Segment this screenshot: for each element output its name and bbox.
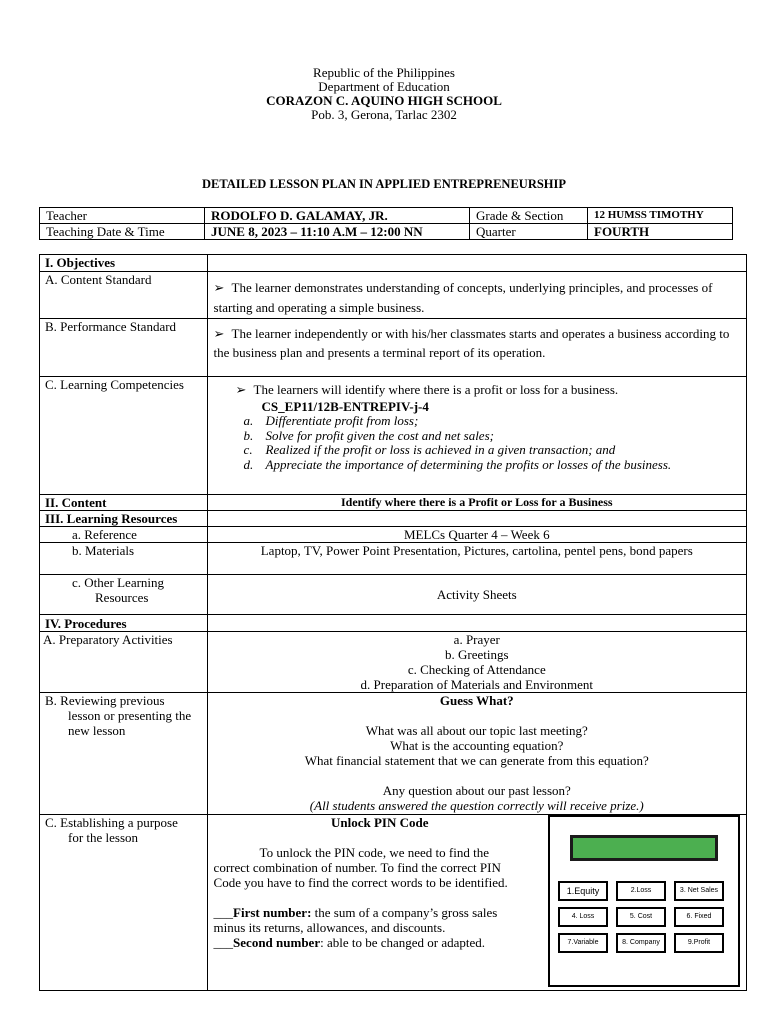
date-label: Teaching Date & Time xyxy=(40,224,205,240)
republic-line: Republic of the Philippines xyxy=(313,65,455,80)
pin-key: 5. Cost xyxy=(616,907,666,927)
grade-label: Grade & Section xyxy=(470,208,588,224)
other-resources-label: c. Other Learning Resources xyxy=(40,575,208,615)
pin-key: 9.Profit xyxy=(674,933,724,953)
review-question-1: What was all about our topic last meeting? xyxy=(365,723,588,738)
info-table xyxy=(39,207,733,240)
review-title: Guess What? xyxy=(439,693,514,708)
review-note: (All students answered the question correctly will receive prize.) xyxy=(309,798,644,813)
other-resources-value: Activity Sheets xyxy=(207,575,746,615)
preparatory-item: a. Prayer xyxy=(453,632,500,647)
purpose-title: Unlock PIN Code xyxy=(331,815,429,830)
second-number-clue: ___Second number: able to be changed or adapted. xyxy=(213,935,486,950)
competencies-label: C. Learning Competencies xyxy=(40,377,208,495)
competency-item: c. Realized if the profit or loss is achieved in a given transaction; and xyxy=(243,442,616,457)
competency-code: CS_EP11/12B-ENTREPIV-j-4 xyxy=(261,399,429,414)
grade-value: 12 HUMSS TIMOTHY xyxy=(588,208,733,224)
pin-display xyxy=(570,835,718,861)
competency-list xyxy=(214,414,740,472)
reviewing-label: B. Reviewing previous lesson or presenting the new lesson xyxy=(40,693,208,815)
purpose-text: To unlock the PIN code, we need to find the correct combination of number. To find the correct PIN Code you have to find the correct words to be identified. xyxy=(213,845,508,890)
pin-key: 2.Loss xyxy=(616,881,666,901)
content-text: Identify where there is a Profit or Loss for a Business xyxy=(207,495,746,511)
competency-item: a. Differentiate profit from loss; xyxy=(243,413,419,428)
resources-heading: III. Learning Resources xyxy=(40,511,208,527)
department-line: Department of Education xyxy=(318,79,450,94)
materials-value: Laptop, TV, Power Point Presentation, Pictures, cartolina, pentel pens, bond papers xyxy=(207,543,746,575)
arrow-bullet-icon: ➢ xyxy=(235,382,247,397)
preparatory-list xyxy=(207,632,746,693)
performance-standard-label: B. Performance Standard xyxy=(40,319,208,377)
pin-key: 6. Fixed xyxy=(674,907,724,927)
review-question-2: What is the accounting equation? xyxy=(390,738,564,753)
pin-key: 8. Company xyxy=(616,933,666,953)
preparatory-item: d. Preparation of Materials and Environment xyxy=(360,677,594,692)
preparatory-item: b. Greetings xyxy=(445,647,509,662)
pin-key: 4. Loss xyxy=(558,907,608,927)
content-standard-text: ➢ The learner demonstrates understanding of concepts, underlying principles, and processes of starting and operating a simple business. xyxy=(207,272,746,319)
pin-code-image xyxy=(548,815,740,987)
pin-key: 1.Equity xyxy=(558,881,608,901)
document-header xyxy=(0,66,768,122)
review-question-4: Any question about our past lesson? xyxy=(382,783,571,798)
pin-key: 3. Net Sales xyxy=(674,881,724,901)
purpose-label: C. Establishing a purpose for the lesson xyxy=(40,815,208,991)
content-heading: II. Content xyxy=(40,495,208,511)
quarter-value: FOURTH xyxy=(588,224,733,240)
teacher-value: RODOLFO D. GALAMAY, JR. xyxy=(205,208,470,224)
school-name: CORAZON C. AQUINO HIGH SCHOOL xyxy=(266,93,502,108)
review-question-3: What financial statement that we can generate from this equation? xyxy=(304,753,649,768)
document-title: DETAILED LESSON PLAN IN APPLIED ENTREPRENEURSHIP xyxy=(201,177,567,191)
preparatory-label: A. Preparatory Activities xyxy=(40,632,208,693)
competency-item: b. Solve for profit given the cost and net sales; xyxy=(243,427,494,443)
reference-label: a. Reference xyxy=(40,527,208,543)
pin-key: 7.Variable xyxy=(558,933,608,953)
procedures-heading: IV. Procedures xyxy=(40,615,208,632)
reference-value: MELCs Quarter 4 – Week 6 xyxy=(207,527,746,543)
school-address: Pob. 3, Gerona, Tarlac 2302 xyxy=(311,107,457,122)
quarter-label: Quarter xyxy=(470,224,588,240)
performance-standard-text: ➢ The learner independently or with his/her classmates starts and operates a business according to the business plan and presents a terminal report of its operation. xyxy=(207,319,746,377)
teacher-label: Teacher xyxy=(40,208,205,224)
competencies-content: ➢ The learners will identify where there is a profit or loss for a business. CS_EP11/12B-ENTREPIV-j-4 a. Differentiate profit from loss; b. Solve for profit given the cost and net sales; c. Realized if the profit or loss is achieved in a given transaction; and d. Appreciate the importance of determining the profits or losses of the business. xyxy=(207,377,746,495)
first-number-clue: ___First number: the sum of a company’s gross sales minus its returns, allowances, and discounts. xyxy=(213,905,498,935)
preparatory-item: c. Checking of Attendance xyxy=(407,662,546,677)
arrow-bullet-icon: ➢ xyxy=(213,326,225,341)
reviewing-content xyxy=(207,693,746,815)
objectives-heading: I. Objectives xyxy=(40,255,208,272)
date-value: JUNE 8, 2023 – 11:10 A.M – 12:00 NN xyxy=(205,224,470,240)
arrow-bullet-icon: ➢ xyxy=(213,280,225,295)
competency-item: d. Appreciate the importance of determining the profits or losses of the business. xyxy=(243,456,672,472)
content-standard-label: A. Content Standard xyxy=(40,272,208,319)
materials-label: b. Materials xyxy=(40,543,208,575)
